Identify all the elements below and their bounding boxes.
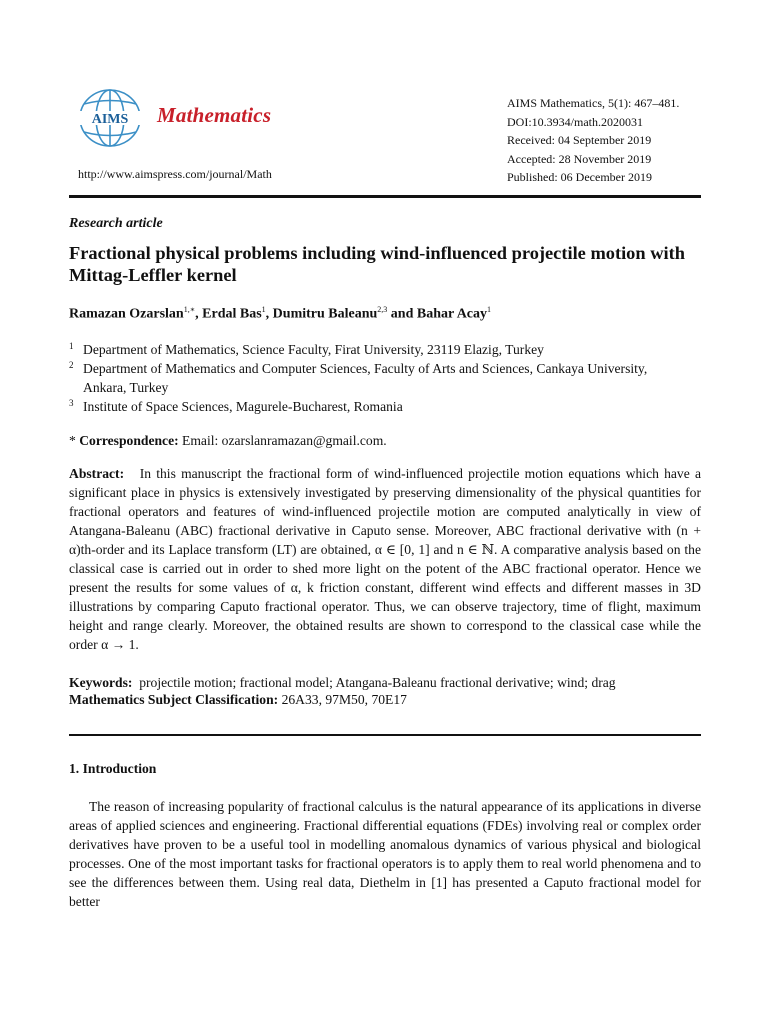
abstract-divider [69, 734, 701, 736]
publication-meta [507, 94, 679, 187]
correspondence [69, 433, 387, 449]
affiliation-number: 2 [69, 360, 74, 370]
header-divider [69, 195, 701, 198]
aims-globe-logo [77, 87, 143, 149]
citation: AIMS Mathematics, 5(1): 467–481. [507, 96, 680, 110]
author-separator: and [387, 306, 417, 322]
section-body: The reason of increasing popularity of fractional calculus is the natural appearance of its applications in diverse areas of applied sciences and engineering. Fractional differential equations (FDEs) involving real or complex order derivatives have proven to be a useful tool in modelling anomalous dynamics of various physical and biological processes. One of the most important tasks for fractional operators is to apply them to real world phenomena and to see the differences between them. Using real data, Diethelm in [1] has presented a Caputo fractional model for better [69, 799, 701, 909]
subject-classification [69, 692, 407, 708]
correspondence-email[interactable]: Email: ozarslanramazan@gmail.com. [182, 433, 387, 448]
journal-wordmark: Mathematics [157, 103, 272, 127]
affiliation-number: 1 [69, 341, 74, 351]
author-affil-marker: 1 [261, 305, 266, 314]
affiliation-text: Institute of Space Sciences, Magurele-Bucharest, Romania [83, 399, 403, 414]
author-separator: , [195, 306, 203, 322]
abstract [69, 464, 701, 654]
abstract-label: Abstract: [69, 466, 125, 481]
accepted-date: Accepted: 28 November 2019 [507, 151, 652, 166]
msc-text: 26A33, 97M50, 70E17 [281, 692, 407, 707]
doi-link[interactable]: DOI:10.3934/math.2020031 [507, 114, 643, 129]
author-affil-marker: 2,3 [377, 305, 388, 314]
affiliation-item [69, 340, 709, 359]
abstract-text: In this manuscript the fractional form of wind-influenced projectile motion equations which have a significant place in physics is extensively investigated by preserving dimensionality of the physical quantities for fractional operators and features of wind-influenced projectile motion are computed analytically in view of Atangana-Baleanu (ABC) fractional derivative in Caputo sense. Moreover, ABC fractional derivative with (n + α)th-order and its Laplace transform (LT) are obtained, α ∈ [0, 1] and n ∈ ℕ. A comparative analysis based on the classical case is carried out in order to shed more light on the potent of the ABC fractional operator. Hence we present the results for some values of α, k friction constant, different wind effects and different masses in 3D illustrations by comparing Caputo fractional operator. Thus, we can observe trajectory, time of flight, maximum height and range clearly. Moreover, the obtained results are shown to correspond to the classical case while the order α → 1. [69, 466, 701, 652]
author-list [69, 305, 491, 323]
author-name: Bahar Acay [416, 306, 488, 322]
author-name: Ramazan Ozarslan [69, 306, 184, 322]
correspondence-label: Correspondence: [79, 433, 179, 448]
affiliation-list [69, 340, 709, 416]
correspondence-star: * [69, 433, 76, 448]
aims-logo-text: AIMS [91, 112, 129, 127]
received-date: Received: 04 September 2019 [507, 133, 652, 147]
journal-url-link[interactable]: http://www.aimspress.com/journal/Math [78, 167, 272, 181]
affiliation-text: Department of Mathematics, Science Faculty, Firat University, 23119 Elazig, Turkey [83, 342, 544, 357]
author-name: Dumitru Baleanu [272, 306, 378, 322]
section-heading: 1. Introduction [69, 761, 157, 776]
affiliation-item [69, 397, 709, 416]
author-affil-marker: 1,∗ [183, 305, 196, 314]
affiliation-item [69, 359, 709, 397]
keywords-label: Keywords: [69, 675, 133, 690]
author-affil-marker: 1 [487, 305, 492, 314]
affiliation-number: 3 [69, 398, 74, 408]
article-type: Research article [69, 216, 163, 231]
msc-label: Mathematics Subject Classification: [69, 692, 279, 707]
article-title: Fractional physical problems including wind-influenced projectile motion with Mittag-Leffler kernel [69, 243, 685, 285]
author-separator: , [265, 306, 273, 322]
author-name: Erdal Bas [202, 306, 262, 322]
keywords [69, 673, 701, 692]
affiliation-text: Department of Mathematics and Computer Sciences, Faculty of Arts and Sciences, Cankaya University, Ankara, Turkey [83, 361, 648, 395]
keywords-text: projectile motion; fractional model; Atangana-Baleanu fractional derivative; wind; drag [139, 675, 616, 690]
published-date: Published: 06 December 2019 [507, 170, 652, 184]
